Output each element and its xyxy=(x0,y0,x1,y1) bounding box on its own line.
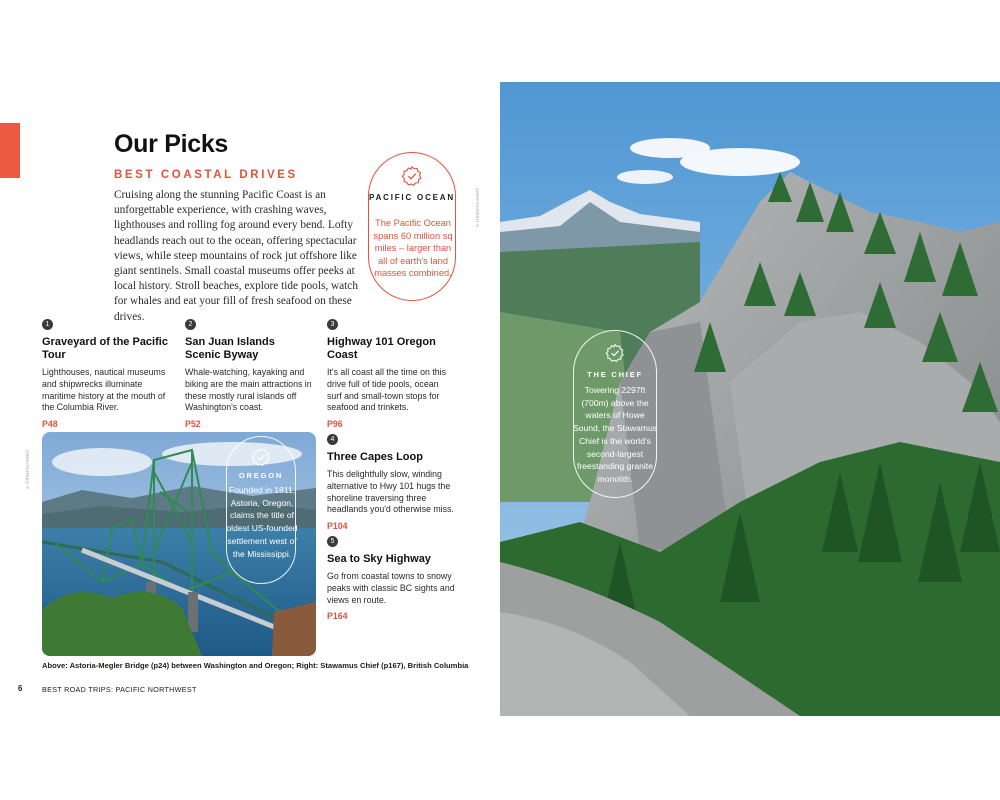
pick-item-5[interactable] xyxy=(327,536,455,621)
pick-item-1[interactable] xyxy=(42,319,170,429)
pick-number: 1 xyxy=(42,319,53,330)
running-head: BEST ROAD TRIPS: PACIFIC NORTHWEST xyxy=(42,685,197,694)
pick-description: This delightfully slow, winding alternative to Hwy 101 hugs the shoreline traversing three headlands you'd otherwise miss. xyxy=(327,469,454,515)
callout-text: Founded in 1811, Astoria, Oregon, claims the title of oldest US-founded settlement west of the Mississippi. xyxy=(226,485,298,559)
pick-description: Lighthouses, nautical museums and shipwrecks illuminate maritime history at the mouth of the Columbia River. xyxy=(42,367,166,413)
pacific-ocean-callout xyxy=(368,152,456,301)
pick-title: Graveyard of the Pacific Tour xyxy=(42,336,168,361)
pick-page-link[interactable]: P164 xyxy=(327,611,348,622)
intro-paragraph: Cruising along the stunning Pacific Coast is an unforgettable experience, with crashing waves, lighthouses and rolling fog around every bend. Lofty headlands reach out to the ocean, offering spectacular views, while steep mountains of rock jut offshore like giant sentinels. Small coastal museums offer peeks at local history. Stroll beaches, explore tide pools, watch for whales and eat your fill of fresh seafood on these drives. xyxy=(114,189,358,323)
callout-text: Towering 2297ft (700m) above the waters of Howe Sound, the Stawamus Chief is the world's second-largest freestanding granite monolith. xyxy=(572,385,658,484)
page-number: 6 xyxy=(18,684,23,693)
pick-description: Whale-watching, kayaking and biking are the main attractions in these mostly rural islands off Washington's coast. xyxy=(185,367,312,413)
pick-page-link[interactable]: P104 xyxy=(327,521,348,532)
pick-description: Go from coastal towns to snowy peaks with classic BC sights and views en route. xyxy=(327,571,455,605)
photo-caption: Above: Astoria-Megler Bridge (p24) between Washington and Oregon; Right: Stawamus Chief (p167), British Columbia xyxy=(42,661,469,670)
section-subtitle: BEST COASTAL DRIVES xyxy=(114,169,298,181)
pick-title: Highway 101 Oregon Coast xyxy=(327,336,436,361)
section-tab xyxy=(0,123,20,178)
pick-page-link[interactable]: P52 xyxy=(185,419,201,430)
pick-item-2[interactable] xyxy=(185,319,313,429)
pick-number: 3 xyxy=(327,319,338,330)
pick-title: Sea to Sky Highway xyxy=(327,553,431,565)
page-title: Our Picks xyxy=(114,130,229,158)
photo-credit: CREDIT/CREDIT © xyxy=(25,450,30,490)
callout-label: PACIFIC OCEAN xyxy=(369,193,455,202)
photo-credit: CREDIT/CREDIT © xyxy=(475,188,480,228)
pick-item-4[interactable] xyxy=(327,434,455,531)
the-chief-callout xyxy=(573,330,657,498)
pick-number: 2 xyxy=(185,319,196,330)
callout-text: The Pacific Ocean spans 60 million sq miles – larger than all of earth's land masses combined. xyxy=(373,218,453,279)
pick-number: 5 xyxy=(327,536,338,547)
pick-title: Three Capes Loop xyxy=(327,451,423,463)
pick-item-3[interactable] xyxy=(327,319,455,429)
pick-page-link[interactable]: P48 xyxy=(42,419,58,430)
pick-number: 4 xyxy=(327,434,338,445)
pick-description: It's all coast all the time on this drive full of tide pools, ocean surf and small-town stops for seafood and trinkets. xyxy=(327,367,447,413)
callout-label: THE CHIEF xyxy=(587,370,643,379)
badge-check-icon xyxy=(401,165,423,187)
callout-label: OREGON xyxy=(238,471,284,480)
badge-check-icon xyxy=(251,447,271,467)
oregon-callout xyxy=(226,436,296,584)
badge-check-icon xyxy=(605,343,625,363)
pick-page-link[interactable]: P96 xyxy=(327,419,343,430)
pick-title: San Juan Islands Scenic Byway xyxy=(185,336,275,361)
